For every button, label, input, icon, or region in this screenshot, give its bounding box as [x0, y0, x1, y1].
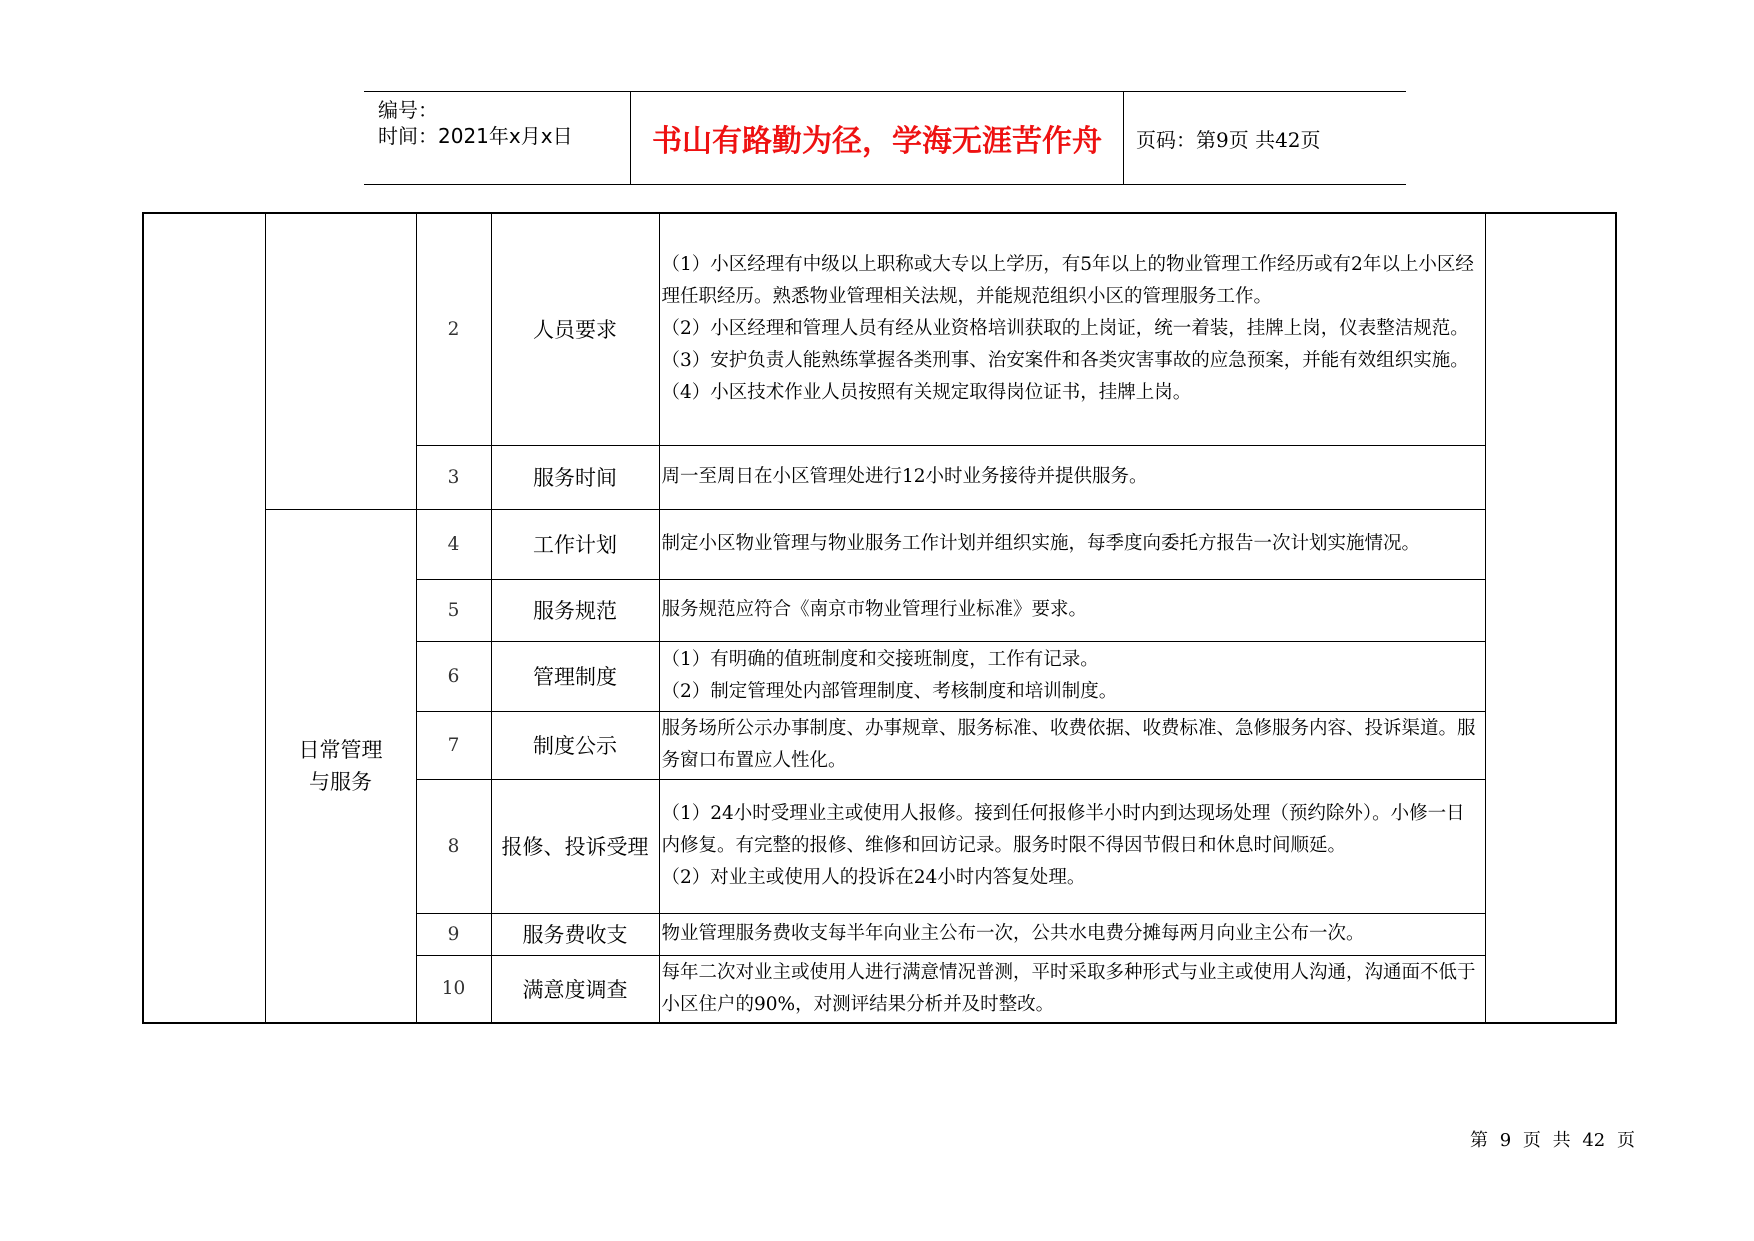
- desc-line: （2）制定管理处内部管理制度、考核制度和培训制度。: [661, 681, 1118, 702]
- item-description: [659, 213, 1485, 445]
- standards-table: [142, 212, 1617, 1024]
- row-number: 2: [416, 213, 491, 445]
- row-number: 5: [416, 579, 491, 641]
- desc-line: （2）对业主或使用人的投诉在24小时内答复处理。: [661, 867, 1086, 888]
- item-name: 报修、投诉受理: [491, 779, 659, 913]
- item-description: [659, 913, 1485, 955]
- item-name: 服务时间: [491, 445, 659, 509]
- document-header: [364, 91, 1406, 185]
- table-row: [143, 509, 1616, 579]
- item-name: 服务规范: [491, 579, 659, 641]
- item-description: [659, 509, 1485, 579]
- motto-text: 书山有路勤为径，学海无涯苦作舟: [631, 92, 1124, 184]
- item-description: [659, 445, 1485, 509]
- desc-line: 每年二次对业主或使用人进行满意情况普测，平时采取多种形式与业主或使用人沟通，沟通面不低于小区住户的90%，对测评结果分析并及时整改。: [661, 961, 1476, 1015]
- desc-line: 物业管理服务费收支每半年向业主公布一次，公共水电费分摊每两月向业主公布一次。: [661, 923, 1365, 944]
- serial-label: 编号：: [378, 98, 438, 122]
- item-name: 管理制度: [491, 641, 659, 711]
- desc-line: （3）安护负责人能熟练掌握各类刑事、治安案件和各类灾害事故的应急预案，并能有效组织实施。: [661, 350, 1469, 372]
- desc-line: （2）小区经理和管理人员有经从业资格培训获取的上岗证，统一着装，挂牌上岗，仪表整洁规范。: [661, 318, 1469, 340]
- blank-category-cell: [265, 213, 416, 509]
- time-label: 时间：2021年x月x日: [378, 124, 573, 148]
- desc-line: 服务规范应符合《南京市物业管理行业标准》要求。: [661, 599, 1088, 620]
- row-number: 6: [416, 641, 491, 711]
- desc-line: 服务场所公示办事制度、办事规章、服务标准、收费依据、收费标准、急修服务内容、投诉渠道。服务窗口布置应人性化。: [661, 718, 1476, 771]
- category-text: 日常管理与服务: [298, 737, 383, 794]
- item-name: 制度公示: [491, 711, 659, 779]
- header-meta: [364, 92, 631, 184]
- row-number: 9: [416, 913, 491, 955]
- item-description: [659, 579, 1485, 641]
- page-footer: 第 9 页 共 42 页: [1470, 1130, 1635, 1151]
- desc-line: （1）小区经理有中级以上职称或大专以上学历，有5年以上的物业管理工作经历或有2年以上小区经理任职经历。熟悉物业管理相关法规，并能规范组织小区的管理服务工作。: [661, 254, 1474, 308]
- row-number: 8: [416, 779, 491, 913]
- row-number: 10: [416, 955, 491, 1023]
- category-label: [265, 509, 416, 1023]
- page-code: 页码：第9页 共42页: [1136, 127, 1321, 152]
- desc-line: （1）有明确的值班制度和交接班制度，工作有记录。: [661, 649, 1099, 670]
- item-name: 满意度调查: [491, 955, 659, 1023]
- item-description: [659, 955, 1485, 1023]
- row-number: 4: [416, 509, 491, 579]
- item-name: 工作计划: [491, 509, 659, 579]
- desc-line: 周一至周日在小区管理处进行12小时业务接待并提供服务。: [661, 466, 1148, 487]
- item-name: 服务费收支: [491, 913, 659, 955]
- blank-cell: [1485, 213, 1616, 1023]
- item-description: [659, 711, 1485, 779]
- desc-line: （4）小区技术作业人员按照有关规定取得岗位证书，挂牌上岗。: [661, 382, 1192, 404]
- item-name: 人员要求: [491, 213, 659, 445]
- blank-cell: [143, 213, 265, 1023]
- row-number: 7: [416, 711, 491, 779]
- table-row: [143, 213, 1616, 445]
- desc-line: 制定小区物业管理与物业服务工作计划并组织实施，每季度向委托方报告一次计划实施情况。: [661, 533, 1421, 554]
- item-description: [659, 779, 1485, 913]
- item-description: [659, 641, 1485, 711]
- row-number: 3: [416, 445, 491, 509]
- desc-line: （1）24小时受理业主或使用人报修。接到任何报修半小时内到达现场处理（预约除外）。小修一日内修复。有完整的报修、维修和回访记录。服务时限不得因节假日和休息时间顺延。: [661, 803, 1465, 856]
